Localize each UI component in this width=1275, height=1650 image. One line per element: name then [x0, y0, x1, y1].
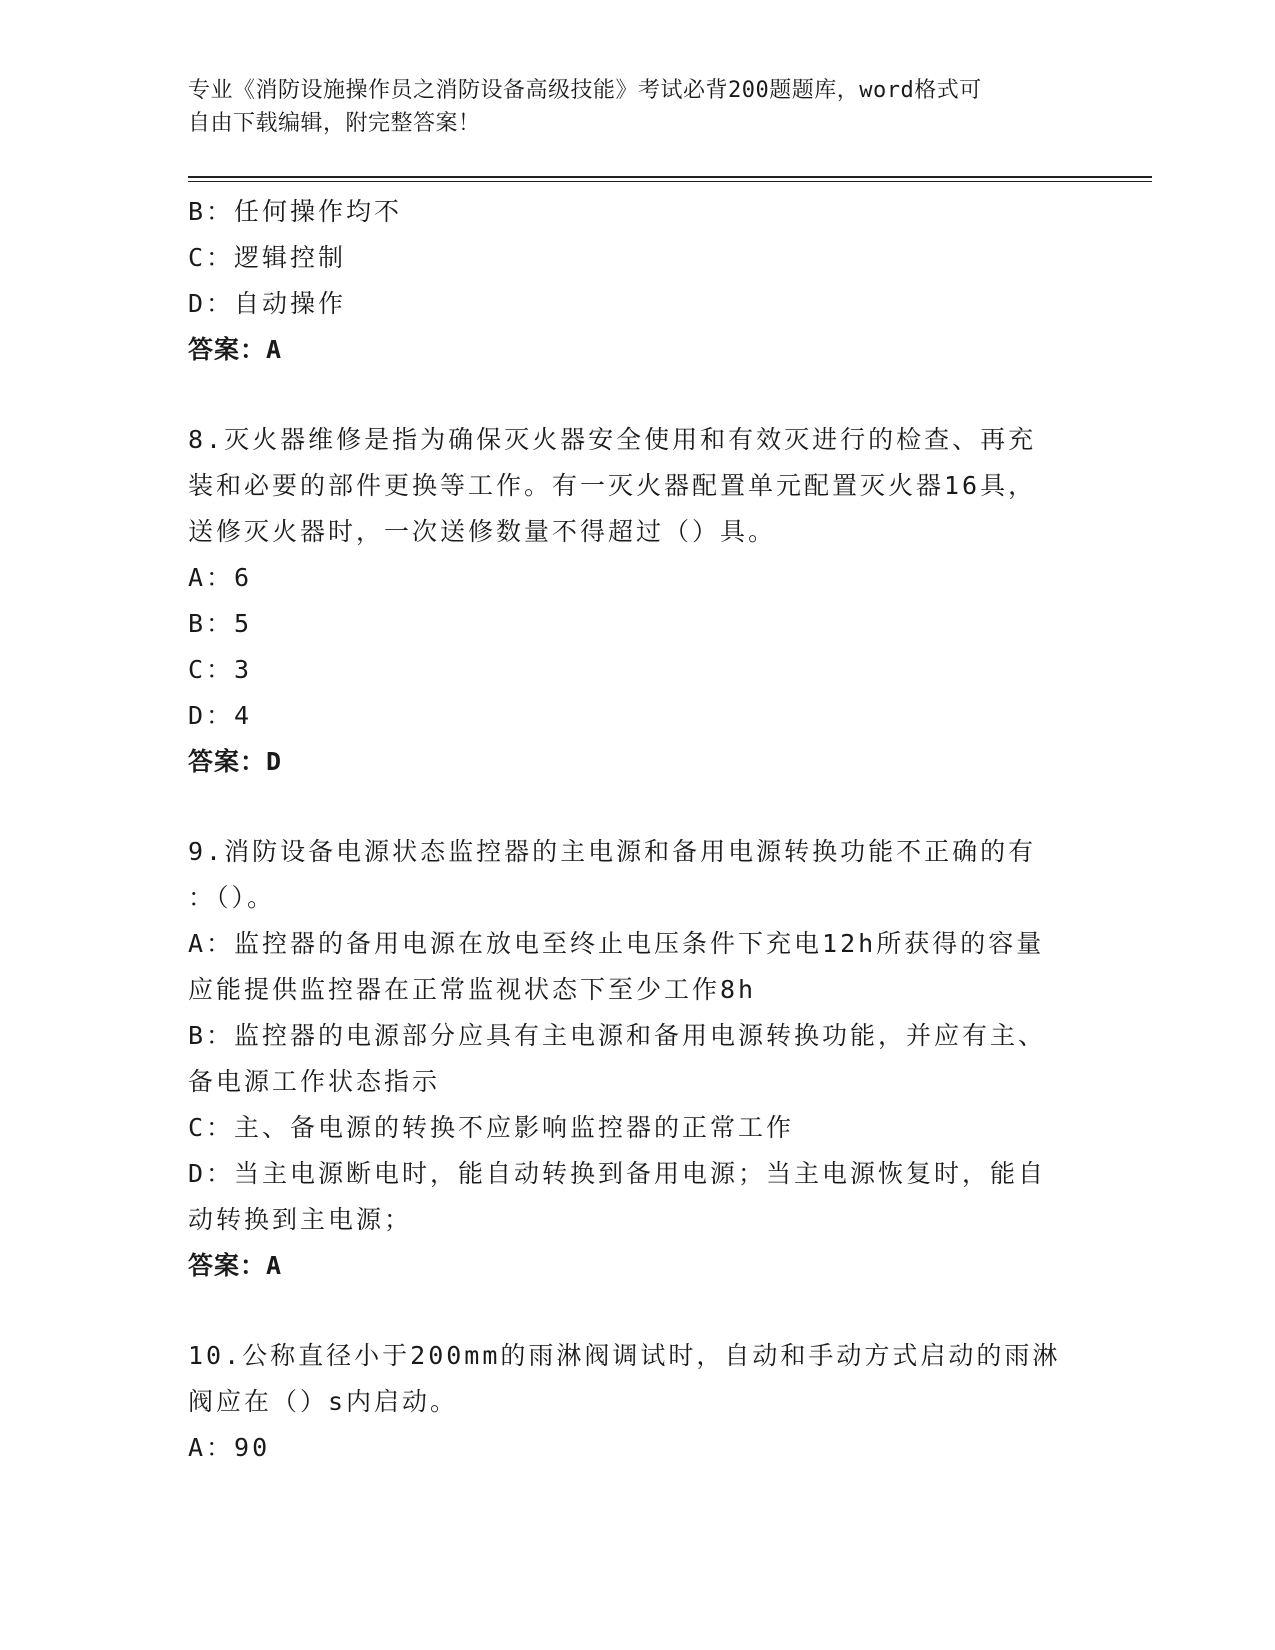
question-9-option-b-line-2: 备电源工作状态指示 [188, 1067, 441, 1096]
question-9-option-c: C：主、备电源的转换不应影响监控器的正常工作 [188, 1113, 795, 1142]
spacer [188, 373, 1088, 417]
question-7 [188, 189, 1088, 373]
question-9-stem-line-2: ：（）。 [188, 883, 276, 912]
question-9-stem-line-1: 9.消防设备电源状态监控器的主电源和备用电源转换功能不正确的有 [188, 837, 1037, 866]
spacer [188, 785, 1088, 829]
question-9-option-d-line-2: 动转换到主电源； [188, 1205, 413, 1234]
question-9-answer: 答案：A [188, 1251, 283, 1280]
question-9-option-a-line-2: 应能提供监控器在正常监视状态下至少工作8h [188, 975, 757, 1004]
question-10-option-a: A：90 [188, 1433, 271, 1462]
question-7-option-b: B：任何操作均不 [188, 197, 403, 226]
header-divider-thin [188, 181, 1152, 182]
question-8-answer: 答案：D [188, 747, 283, 776]
question-10-stem-line-2: 阀应在（）s内启动。 [188, 1387, 459, 1416]
question-8-stem-line-1: 8.灭火器维修是指为确保灭火器安全使用和有效灭进行的检查、再充 [188, 425, 1037, 454]
spacer [188, 1289, 1088, 1333]
question-9-option-a-line-1: A：监控器的备用电源在放电至终止电压条件下充电12h所获得的容量 [188, 929, 1045, 958]
question-10-stem-line-1: 10.公称直径小于200mm的雨淋阀调试时，自动和手动方式启动的雨淋 [188, 1341, 1061, 1370]
question-list [188, 189, 1088, 1471]
question-9-option-d-line-1: D：当主电源断电时，能自动转换到备用电源；当主电源恢复时，能自 [188, 1159, 1047, 1188]
question-8 [188, 417, 1088, 785]
question-8-option-b: B：5 [188, 609, 253, 638]
header-title-line-1: 专业《消防设施操作员之消防设备高级技能》考试必背200题题库，word格式可 [188, 78, 982, 103]
question-8-option-a: A：6 [188, 563, 253, 592]
question-9-option-b-line-1: B：监控器的电源部分应具有主电源和备用电源转换功能，并应有主、 [188, 1021, 1047, 1050]
question-8-stem-line-2: 装和必要的部件更换等工作。有一灭火器配置单元配置灭火器16具， [188, 471, 1037, 500]
question-8-stem-line-3: 送修灭火器时，一次送修数量不得超过（）具。 [188, 517, 777, 546]
question-8-option-c: C：3 [188, 655, 253, 684]
header-title-line-2: 自由下载编辑，附完整答案！ [188, 111, 481, 136]
question-10 [188, 1333, 1088, 1471]
question-8-option-d: D：4 [188, 701, 253, 730]
document-header [188, 74, 1088, 140]
question-7-answer: 答案：A [188, 335, 283, 364]
question-7-option-d: D：自动操作 [188, 289, 347, 318]
question-7-option-c: C：逻辑控制 [188, 243, 347, 272]
question-9 [188, 829, 1088, 1289]
header-divider-thick [188, 176, 1152, 178]
